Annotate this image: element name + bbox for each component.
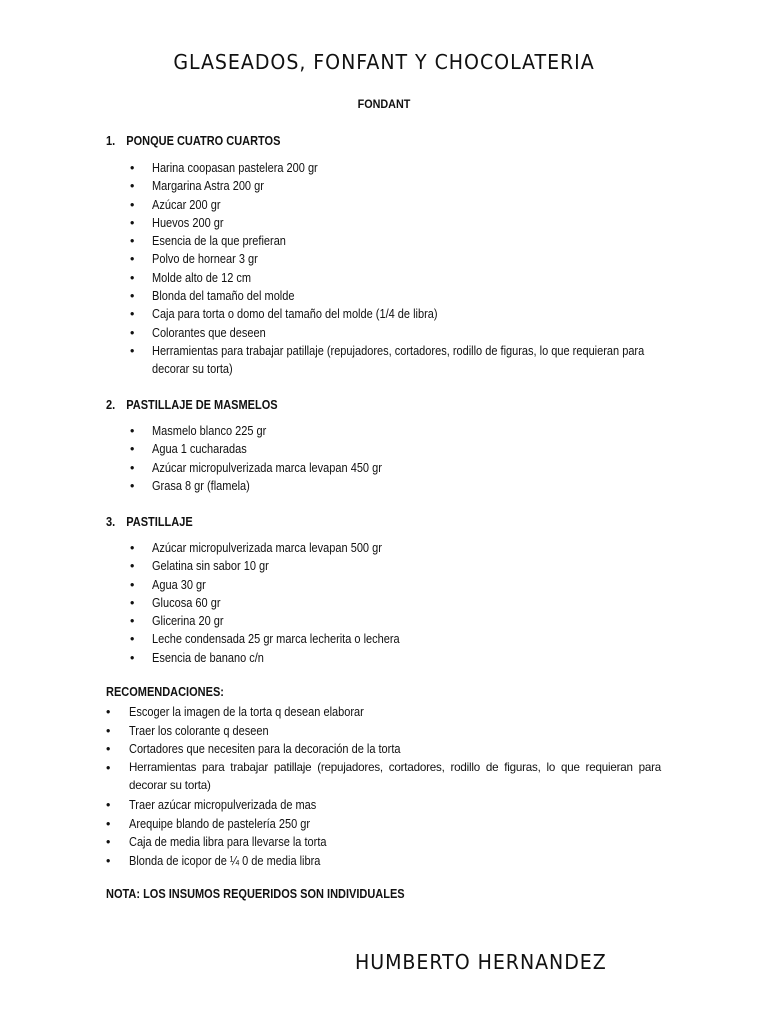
bullet-icon: • (130, 343, 135, 358)
section-number: 2. (106, 398, 116, 412)
section-number: 3. (106, 515, 116, 529)
bullet-icon: • (130, 424, 135, 438)
bullet-icon: • (130, 252, 135, 267)
recommendations-heading: RECOMENDACIONES: (106, 685, 224, 699)
bullet-icon: • (106, 760, 111, 775)
list-item: • Azúcar micropulverizada marca levapan 500 gr (130, 539, 675, 557)
list-item: • Blonda del tamaño del molde (130, 287, 675, 305)
bullet-icon: • (130, 215, 135, 230)
bullet-icon: • (130, 270, 135, 285)
document-title: GLASEADOS, FONFANT Y CHOCOLATERIA (173, 50, 595, 74)
section-heading-2 (106, 398, 278, 412)
bullet-icon: • (130, 595, 135, 610)
list-item: • Herramientas para trabajar patillaje (repujadores, cortadores, rodillo de figuras, lo que requieran para decorar su torta) (130, 343, 645, 377)
signature: HUMBERTO HERNANDEZ (355, 950, 607, 974)
bullet-icon: • (130, 478, 135, 493)
list-item: • Margarina Astra 200 gr (130, 177, 675, 195)
bullet-icon: • (130, 460, 135, 475)
bullet-icon: • (106, 723, 111, 738)
list-item: • Agua 1 cucharadas (130, 440, 675, 458)
bullet-icon: • (106, 835, 111, 850)
list-item: • Polvo de hornear 3 gr (130, 250, 675, 268)
section-number: 1. (106, 134, 116, 148)
list-item: • Blonda de icopor de ¼ 0 de media libra (106, 852, 661, 871)
list-item: • Colorantes que deseen (130, 324, 675, 342)
section-heading-3 (106, 515, 193, 529)
section-heading-1 (106, 134, 280, 148)
list-item: • Caja de media libra para llevarse la torta (106, 833, 661, 852)
bullet-icon: • (130, 179, 135, 194)
list-item: • Glucosa 60 gr (130, 594, 675, 612)
list-item: • Molde alto de 12 cm (130, 269, 675, 287)
list-item: • Harina coopasan pastelera 200 gr (130, 159, 675, 177)
bullet-icon: • (106, 742, 111, 757)
list-item: • Azúcar 200 gr (130, 196, 675, 214)
bullet-icon: • (106, 705, 111, 719)
list-item: • Leche condensada 25 gr marca lecherita o lechera (130, 630, 675, 648)
recommendations-list (106, 703, 661, 870)
bullet-icon: • (106, 816, 111, 831)
list-item: • Huevos 200 gr (130, 214, 675, 232)
ingredient-list-1 (130, 159, 675, 379)
section-title: PASTILLAJE (126, 515, 193, 529)
bullet-icon: • (130, 307, 135, 322)
bullet-icon: • (106, 853, 111, 868)
ingredient-list-3 (130, 539, 675, 667)
bullet-icon: • (130, 614, 135, 629)
list-item: • Glicerina 20 gr (130, 612, 675, 630)
bullet-icon: • (130, 442, 135, 457)
list-item: • Esencia de banano c/n (130, 649, 675, 667)
ingredient-list-2 (130, 422, 675, 495)
bullet-icon: • (130, 632, 135, 647)
bullet-icon: • (130, 577, 135, 592)
section-title: PASTILLAJE DE MASMELOS (126, 398, 278, 412)
note: NOTA: LOS INSUMOS REQUERIDOS SON INDIVIDUALES (106, 887, 405, 901)
list-item: • Herramientas para trabajar patillaje (repujadores, cortadores, rodillo de figuras, lo que requieran para decorar su torta) (106, 760, 661, 793)
list-item: • Grasa 8 gr (flamela) (130, 477, 675, 495)
list-item: • Masmelo blanco 225 gr (130, 422, 675, 440)
bullet-icon: • (130, 289, 135, 304)
bullet-icon: • (130, 234, 135, 249)
bullet-icon: • (130, 325, 135, 340)
document-subtitle: FONDANT (357, 97, 411, 111)
list-item: • Traer azúcar micropulverizada de mas (106, 796, 661, 815)
list-item: • Caja para torta o domo del tamaño del molde (1/4 de libra) (130, 305, 675, 323)
list-item: • Traer los colorante q deseen (106, 722, 661, 741)
bullet-icon: • (130, 161, 135, 175)
bullet-icon: • (130, 541, 135, 555)
bullet-icon: • (130, 650, 135, 665)
list-item: • Azúcar micropulverizada marca levapan 450 gr (130, 459, 675, 477)
section-title: PONQUE CUATRO CUARTOS (126, 134, 281, 148)
bullet-icon: • (130, 197, 135, 212)
list-item: • Esencia de la que prefieran (130, 232, 675, 250)
list-item: • Arequipe blando de pastelería 250 gr (106, 815, 661, 834)
list-item: • Agua 30 gr (130, 576, 675, 594)
list-item: • Gelatina sin sabor 10 gr (130, 557, 675, 575)
list-item: • Escoger la imagen de la torta q desean elaborar (106, 703, 661, 722)
list-item: • Cortadores que necesiten para la decoración de la torta (106, 740, 661, 759)
bullet-icon: • (130, 559, 135, 574)
bullet-icon: • (106, 797, 111, 812)
